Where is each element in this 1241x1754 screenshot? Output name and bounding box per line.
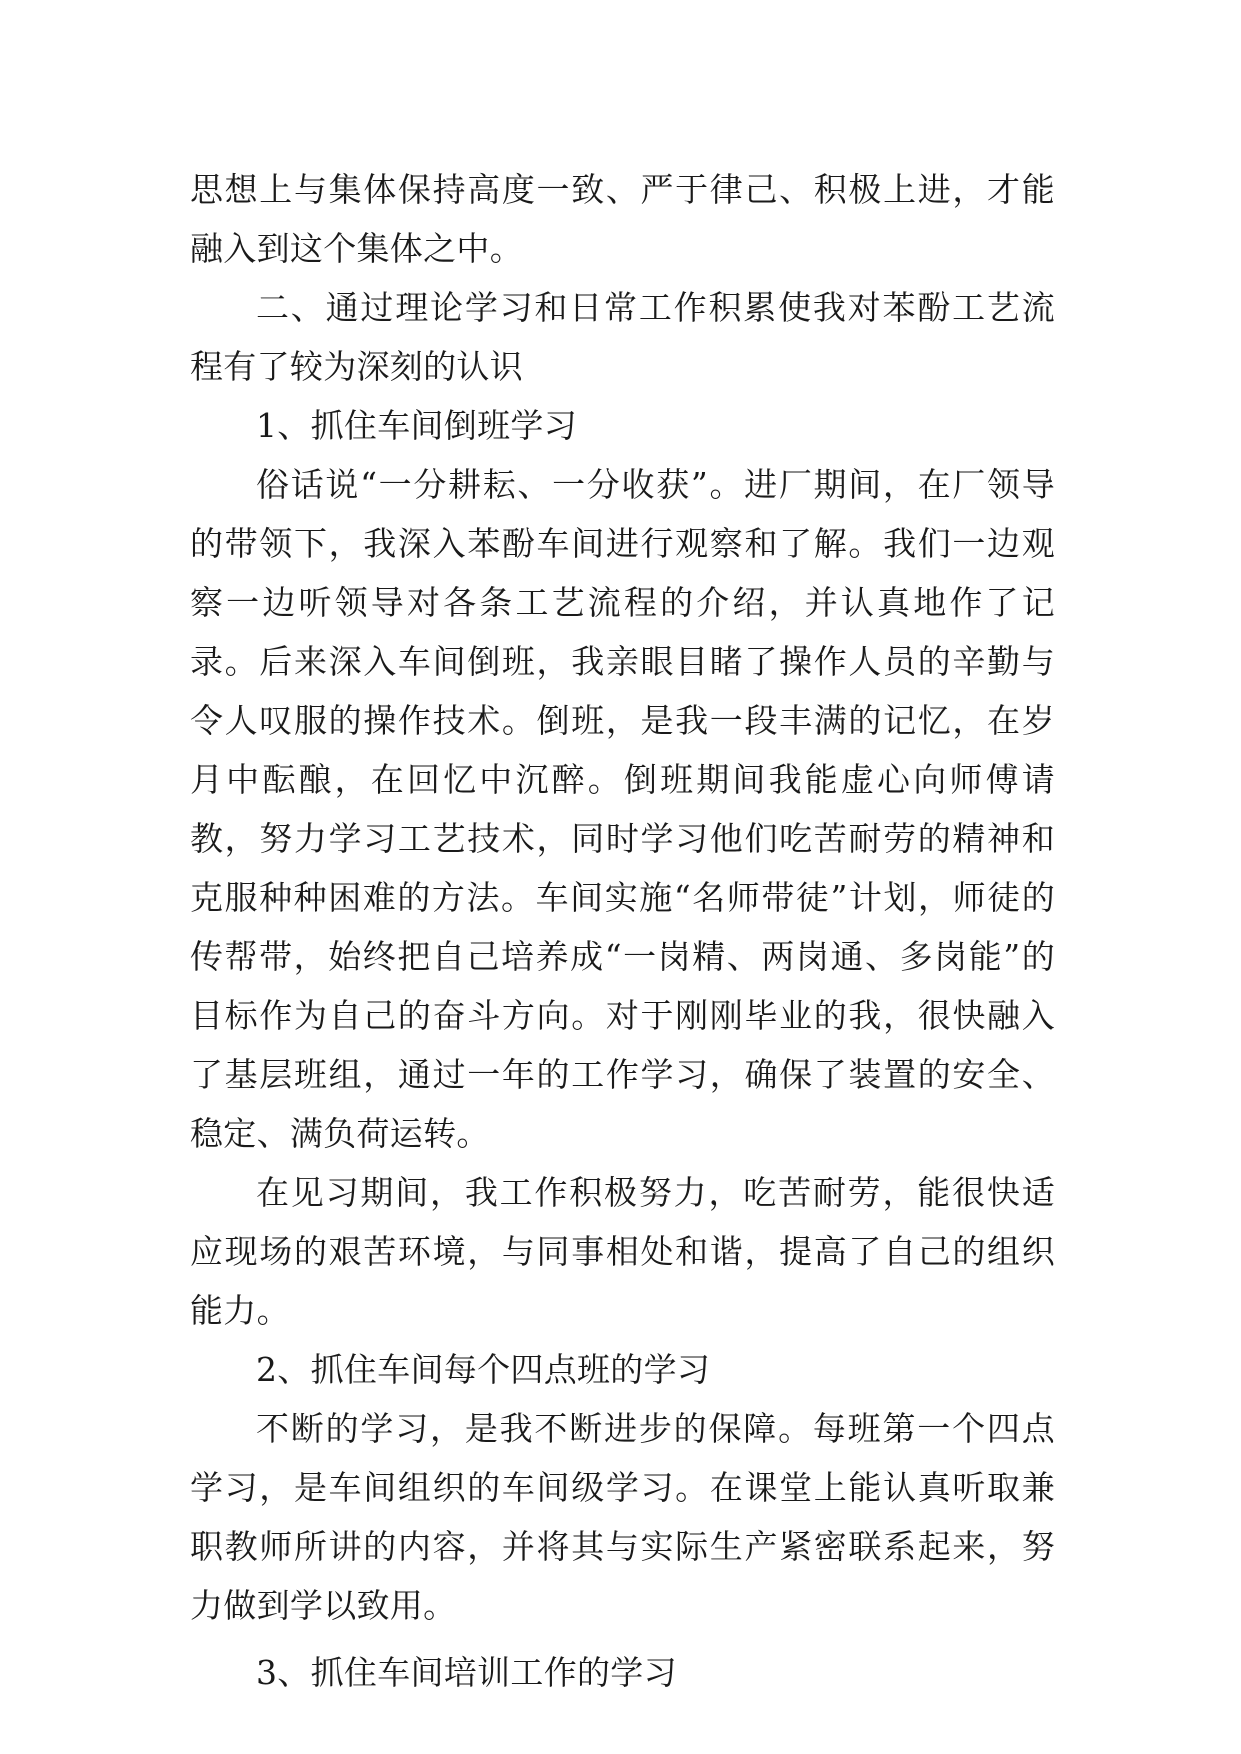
subsection-heading-2: 2、抓住车间每个四点班的学习	[256, 1350, 711, 1389]
paragraph-shift-study: 俗话说“一分耕耘、一分收获”。进厂期间，在厂领导的带领下，我深入苯酚车间进行观察和了解。我们一边观察一边听领导对各条工艺流程的介绍，并认真地作了记录。后来深入车间倒班，我亲眼目睹了操作人员的辛勤与令人叹服的操作技术。倒班，是我一段丰满的记忆，在岁月中酝酿，在回忆中沉醉。倒班期间我能虚心向师傅请教，努力学习工艺技术，同时学习他们吃苦耐劳的精神和克服种种困难的方法。车间实施“名师带徒”计划，师徒的传帮带，始终把自己培养成“一岗精、两岗通、多岗能”的目标作为自己的奋斗方向。对于刚刚毕业的我，很快融入了基层班组，通过一年的工作学习，确保了装置的安全、稳定、满负荷运转。	[190, 465, 1055, 1153]
section-heading-2: 二、通过理论学习和日常工作积累使我对苯酚工艺流程有了较为深刻的认识	[190, 288, 1055, 386]
paragraph-internship: 在见习期间，我工作积极努力，吃苦耐劳，能很快适应现场的艰苦环境，与同事相处和谐，提高了自己的组织能力。	[190, 1173, 1055, 1330]
subsection-heading-3: 3、抓住车间培训工作的学习	[256, 1653, 677, 1692]
document-body	[190, 160, 1055, 1702]
paragraph-continuation: 思想上与集体保持高度一致、严于律己、积极上进，才能融入到这个集体之中。	[190, 170, 1055, 268]
subsection-heading-1: 1、抓住车间倒班学习	[256, 406, 577, 445]
paragraph-four-oclock-study: 不断的学习，是我不断进步的保障。每班第一个四点学习，是车间组织的车间级学习。在课堂上能认真听取兼职教师所讲的内容，并将其与实际生产紧密联系起来，努力做到学以致用。	[190, 1409, 1055, 1625]
